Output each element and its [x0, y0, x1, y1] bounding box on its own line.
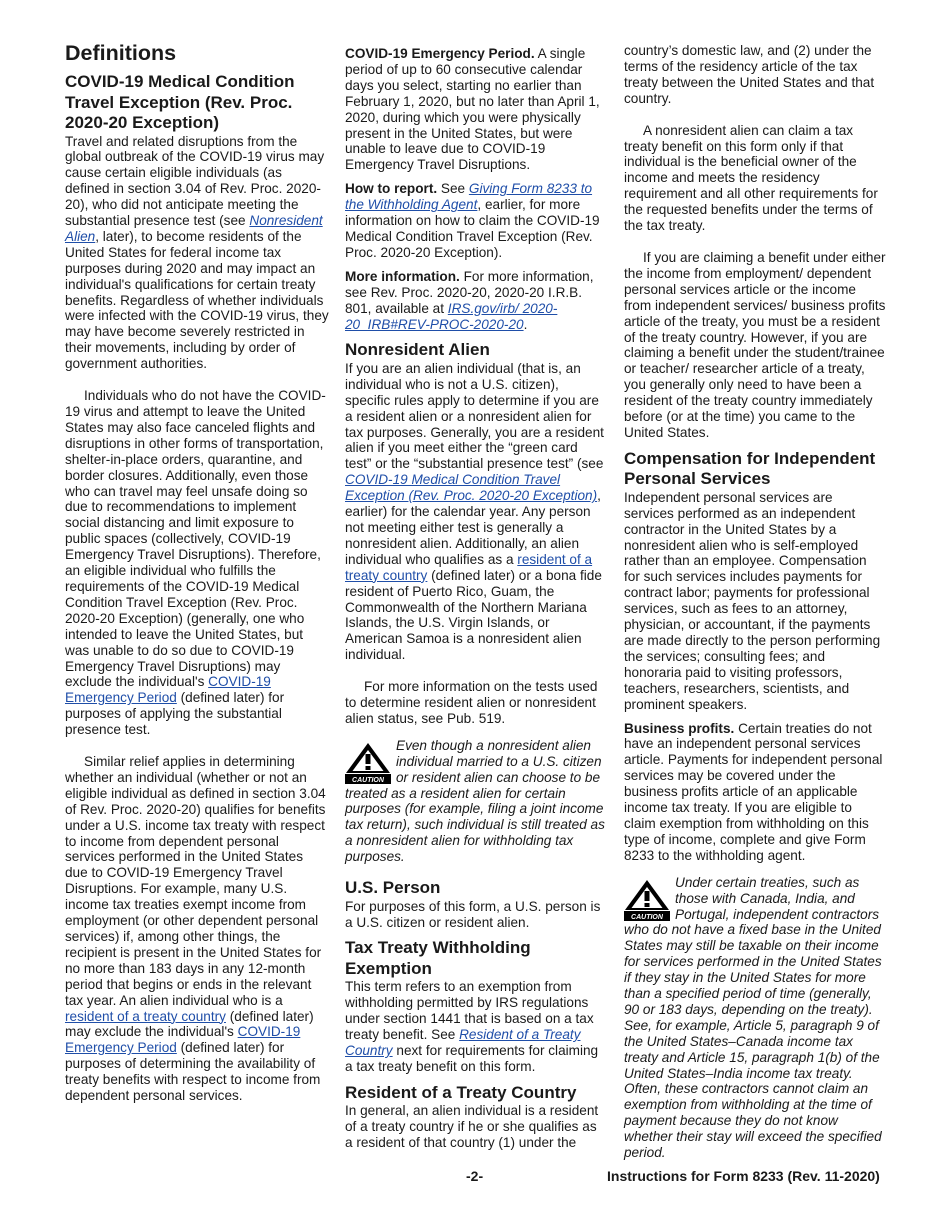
resident-of-treaty-country-link[interactable]: Resident of a Treaty Country	[345, 1027, 581, 1059]
nonresident-paragraph-1: If you are an alien individual (that is, an individual who is not a U.S. citizen), specific rules apply to determine if you are a resident alien or a nonresident alien for tax purposes. Generally, you are a resident alien if you meet either the “green card test” or the “substantial presence test” (see COVID-19 Medical Condition Travel Exception (Rev. Proc. 2020-20 Exception), earlier) for the calendar year. Any person not meeting either test is generally a nonresident alien. Additionally, an alien individual who qualifies as a resident of a treaty country (defined later) or a bona fide resident of Puerto Rico, Guam, the Commonwealth of the Northern Mariana Islands, the U.S. Virgin Islands, or American Samoa is a nonresident alien individual.	[345, 360, 604, 663]
nonresident-alien-heading: Nonresident Alien	[345, 340, 490, 360]
covid-exception-paragraph-2: Individuals who do not have the COVID-19 virus and attempt to leave the United States may also face canceled flights and disruptions in other forms of transportation, shelter-in-place orders, quarantine, and border closures. Additionally, even those who can travel may feel unsafe doing so due to recommendations to implement social distancing and limit exposure to public spaces (collectively, COVID-19 Emergency Travel Disruptions). Therefore, an eligible individual who fulfills the requirements of the COVID-19 Medical Condition Travel Exception (Rev. Proc. 2020-20 Exception) (generally, one who intended to leave the United States, but was unable to do so due to COVID-19 Emergency Travel Disruptions) may exclude the individual's COVID-19 Emergency Period (defined later) for purposes of applying the substantial presence test.	[65, 388, 326, 738]
form-reference: Instructions for Form 8233 (Rev. 11-2020)	[607, 1168, 880, 1184]
irs-irb-link[interactable]: IRS.gov/irb/ 2020-20_IRB#REV-PROC-2020-20	[345, 300, 558, 332]
caution-note-2: CAUTION Under certain treaties, such as those with Canada, India, and Portugal, independent contractors who do not have a fixed base in the United States may still be taxable on their income for services performed in the United States if they stay in the United States for more than a specified period of time (generally, 90 or 183 days, depending on the treaty). See, for example, Article 5, paragraph 9 of the United States–Canada income tax treaty and Article 15, paragraph 1(b) of the United States–India income tax treaty. Often, these contractors cannot claim an exemption from withholding at the time of payment because they do not know whether their stay will exceed the specified period.	[624, 874, 882, 1161]
column-2	[345, 40, 607, 1151]
how-to-report-paragraph: How to report. See Giving Form 8233 to the Withholding Agent, earlier, for more information on how to claim the COVID-19 Medical Condition Travel Exception (Rev. Proc. 2020-20 Exception).	[345, 181, 600, 260]
caution-icon	[345, 742, 391, 784]
covid-exception-paragraph-1: Travel and related disruptions from the global outbreak of the COVID-19 virus may cause certain eligible individuals (as defined in section 3.04 of Rev. Proc. 2020-20), who did not anticipate meeting the substantial presence test (see Nonresident Alien, later), to become residents of the United States for federal income tax purposes during 2020 and may impact an individual's qualifications for certain treaty benefits. Regardless of whether individuals were infected with the COVID-19 virus, they may have become severely restricted in their movements, including by order of government authorities.	[65, 133, 329, 372]
covid-emergency-period-link-2[interactable]: COVID-19 Emergency Period	[65, 1024, 301, 1056]
resident-treaty-country-link-2[interactable]: resident of a treaty country	[345, 551, 593, 583]
tax-treaty-withholding-heading: Tax Treaty Withholding Exemption	[345, 938, 531, 978]
independent-services-paragraph: Independent personal services are services performed as an independent contractor in the United States by a nonresident alien who is self-employed rather than an employee. Compensation for such services includes payments for contract labor; payments for professional services, such as fees to an attorney, physician, or accountant, if the payments are made directly to the person performing the services; consulting fees; and honoraria paid to visiting professors, teachers, researchers, scientists, and prominent speakers.	[624, 489, 881, 712]
giving-form-link[interactable]: Giving Form 8233 to the Withholding Agent	[345, 181, 593, 213]
caution-note-1: CAUTION Even though a nonresident alien individual married to a U.S. citizen or resident alien can choose to be treated as a resident alien for certain purposes (for example, filing a joint income tax return), such individual is still treated as a nonresident alien for withholding tax purposes.	[345, 737, 605, 865]
definitions-heading: Definitions	[65, 41, 177, 65]
covid-exception-heading: COVID-19 Medical Condition Travel Exception (Rev. Proc. 2020-20 Exception)	[65, 72, 295, 132]
resident-treaty-country-paragraph: In general, an alien individual is a resident of a treaty country if he or she qualifies as a resident of that country (1) under the	[345, 1103, 599, 1151]
caution-icon	[624, 879, 670, 921]
covid-exception-paragraph-3: Similar relief applies in determining whether an individual (whether or not an eligible individual as defined in section 3.04 of Rev. Proc. 2020-20) qualifies for benefits under a U.S. income tax treaty with respect to income from dependent personal services performed in the United States due to COVID-19 Emergency Travel Disruptions. For example, many U.S. income tax treaties exempt income from employment (or other dependent personal services) if, among other things, the recipient is present in the United States for no more than 183 days in any 12-month period that begins or ends in the relevant tax year. An alien individual who is a resident of a treaty country (defined later) may exclude the individual's COVID-19 Emergency Period (defined later) for purposes of determining the availability of treaty benefits with respect to income from dependent personal services.	[65, 754, 326, 1104]
resident-treaty-country-continued: country’s domestic law, and (2) under the terms of the residency article of the tax treaty between the United States and that country.	[624, 43, 875, 106]
page-number: -2-	[466, 1168, 484, 1184]
resident-treaty-country-link[interactable]: resident of a treaty country	[65, 1008, 226, 1024]
emergency-period-paragraph: COVID-19 Emergency Period. A single period of up to 60 consecutive calendar days you select, starting no earlier than February 1, 2020, but no later than April 1, 2020, during which you were physically present in the United States, but were unable to leave due to COVID-19 Emergency Travel Disruptions.	[345, 46, 600, 173]
resident-treaty-country-heading: Resident of a Treaty Country	[345, 1082, 577, 1102]
column-1	[65, 40, 329, 1104]
column-3	[624, 40, 886, 1161]
business-profits-paragraph: Business profits. Certain treaties do not have an independent personal services article. Payments for independent personal services may be covered under the business profits article of an applicable income tax treaty. If you are eligible to claim exemption from withholding on this type of income, complete and give Form 8233 to the withholding agent.	[624, 720, 883, 863]
us-person-paragraph: For purposes of this form, a U.S. person is a U.S. citizen or resident alien.	[345, 898, 601, 930]
treaty-benefit-paragraph: A nonresident alien can claim a tax treaty benefit on this form only if that individual is the beneficial owner of the income and meets the residency requirement and all other requirements for the requested benefits under the terms of the tax treaty.	[624, 122, 878, 234]
nonresident-alien-link[interactable]: Nonresident Alien	[65, 213, 323, 244]
independent-services-heading: Compensation for Independent Personal Services	[624, 448, 876, 489]
us-person-heading: U.S. Person	[345, 878, 441, 898]
covid-exception-link[interactable]: COVID-19 Medical Condition Travel Exception (Rev. Proc. 2020-20 Exception)	[345, 472, 598, 504]
svg-text:CAUTION: CAUTION	[631, 913, 663, 921]
more-information-paragraph: More information. For more information, see Rev. Proc. 2020-20, 2020-20 I.R.B. 801, available at IRS.gov/irb/ 2020-20_IRB#REV-PROC-2020-20.	[345, 268, 594, 332]
svg-text:CAUTION: CAUTION	[352, 776, 384, 784]
covid-emergency-period-link[interactable]: COVID-19 Emergency Period	[65, 674, 271, 706]
treaty-article-paragraph: If you are claiming a benefit under either the income from employment/ dependent personal services article or the income from independent services/ business profits article of the treaty, you must be a resident of the treaty country. However, if you are claiming a benefit under the student/trainee or teacher/ researcher article of a treaty, you generally only need to have been a resident of the treaty country immediately before (or at the time) you came to the United States.	[624, 249, 886, 440]
nonresident-paragraph-2: For more information on the tests used to determine resident alien or nonresident alien status, see Pub. 519.	[345, 679, 598, 726]
tax-treaty-withholding-paragraph: This term refers to an exemption from withholding permitted by IRS regulations under section 1441 that is based on a tax treaty benefit. See Resident of a Treaty Country next for requirements for claiming a tax treaty benefit on this form.	[345, 979, 599, 1074]
